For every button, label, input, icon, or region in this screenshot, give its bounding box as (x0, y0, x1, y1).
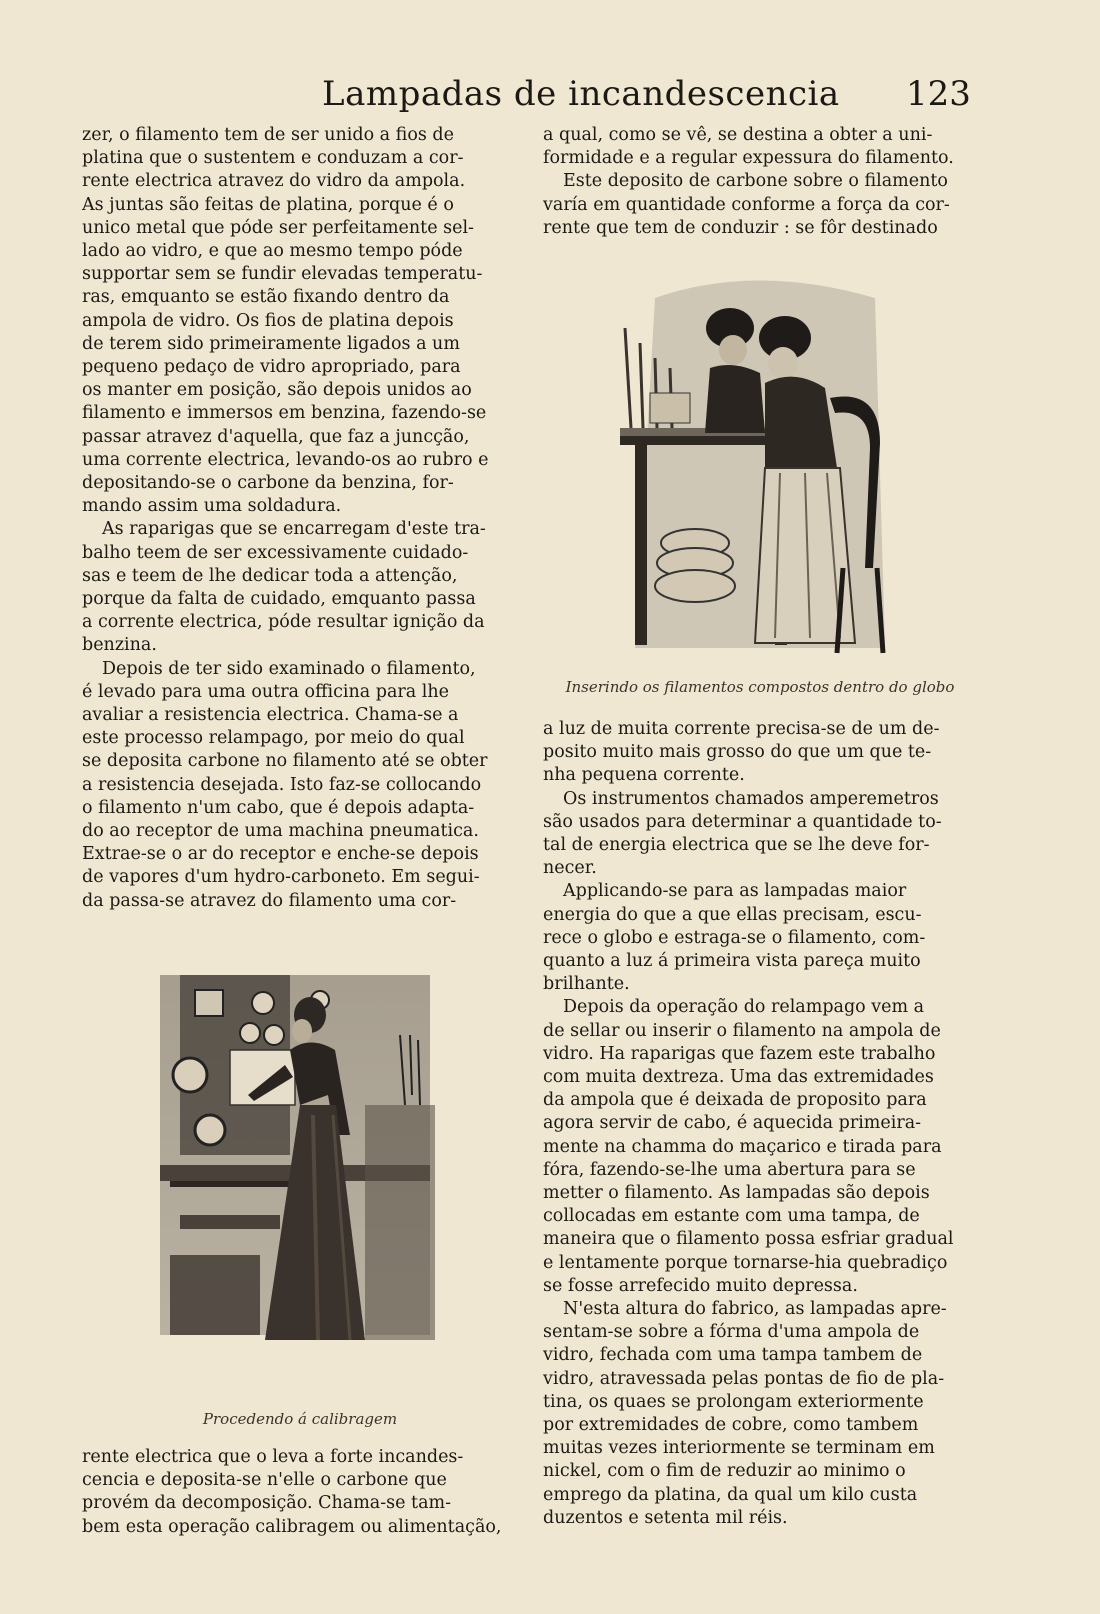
text-line: necer. (543, 858, 597, 879)
text-line: zer, o filamento tem de ser unido a fios de (82, 125, 454, 145)
text-line: rente electrica que o leva a forte incandes- (82, 1447, 464, 1467)
text-line: avaliar a resistencia electrica. Chama-se a (82, 705, 459, 725)
text-line: posito muito mais grosso do que um que te- (543, 742, 932, 763)
illustration-calibration-drawing (150, 955, 450, 1355)
illustration-inserting-filaments-drawing (615, 268, 900, 663)
text-line: varía em quantidade conforme a força da cor- (543, 194, 950, 215)
text-line: emprego da platina, da qual um kilo custa (543, 1484, 918, 1505)
text-line: os manter em posição, são depois unidos ao (82, 380, 472, 401)
text-line: ampola de vidro. Os fios de platina depois (82, 310, 454, 331)
text-line: Depois de ter sido examinado o filamento, (102, 658, 476, 679)
text-line: mando assim uma soldadura. (82, 496, 342, 517)
text-line: ras, emquanto se estão fixando dentro da (82, 287, 450, 308)
text-line: se fosse arrefecido muito depressa. (543, 1275, 858, 1296)
text-line: tal de energia electrica que se lhe deve for- (543, 835, 930, 855)
text-line: sentam-se sobre a fórma d'uma ampola de (543, 1322, 920, 1343)
text-line: rente que tem de conduzir : se fôr destinado (543, 217, 938, 238)
text-line: rece o globo e estraga-se o filamento, com- (543, 927, 926, 948)
text-line: por extremidades de cobre, como tambem (543, 1415, 919, 1435)
text-line: uma corrente electrica, levando-os ao rubro e (82, 449, 489, 470)
text-line: fóra, fazendo-se-lhe uma abertura para se (543, 1159, 916, 1180)
text-line: muitas vezes interiormente se terminam em (543, 1438, 935, 1459)
text-line: cencia e deposita-se n'elle o carbone que (82, 1470, 447, 1491)
illustration-inserting-filaments (615, 268, 900, 663)
text-line: sas e teem de lhe dedicar toda a attenção, (82, 565, 458, 586)
text-line: de sellar ou inserir o filamento na ampola de (543, 1020, 941, 1041)
text-line: a resistencia desejada. Isto faz-se collocando (82, 774, 482, 795)
text-line: do ao receptor de uma machina pneumatica. (82, 821, 479, 841)
text-line: unico metal que póde ser perfeitamente sel- (82, 217, 474, 238)
text-line: este processo relampago, por meio do qual (82, 728, 465, 749)
text-line: tina, os quaes se prolongam exteriormente (543, 1391, 924, 1412)
text-line: agora servir de cabo, é aquecida primeira- (543, 1113, 922, 1134)
text-line: nickel, com o fim de reduzir ao minimo o (543, 1461, 906, 1482)
text-line: supportar sem se fundir elevadas temperatu- (82, 264, 483, 285)
text-line: e lentamente porque tornarse-hia quebradiço (543, 1252, 948, 1273)
text-line: vidro. Ha raparigas que fazem este trabalho (543, 1043, 936, 1064)
text-line: a luz de muita corrente precisa-se de um de- (543, 719, 940, 739)
text-line: o filamento n'um cabo, que é depois adapta- (82, 797, 475, 818)
text-line: Extrae-se o ar do receptor e enche-se depois (82, 844, 479, 865)
text-line: a corrente electrica, póde resultar ignição da (82, 612, 485, 633)
text-line: quanto a luz á primeira vista pareça muito (543, 951, 921, 971)
text-line: lado ao vidro, e que ao mesmo tempo póde (82, 241, 463, 261)
left-column-text-bottom (82, 1446, 522, 1546)
text-line: a qual, como se vê, se destina a obter a uni- (543, 125, 933, 145)
text-line: depositando-se o carbone da benzina, for- (82, 473, 454, 493)
text-line: provém da decomposição. Chama-se tam- (82, 1493, 452, 1514)
right-column-text-top (543, 124, 983, 244)
text-line: N'esta altura do fabrico, as lampadas apre- (563, 1299, 947, 1319)
text-line: da passa-se atravez do filamento uma cor- (82, 890, 457, 911)
text-line: Depois da operação do relampago vem a (563, 997, 925, 1018)
right-figure-caption: Inserindo os filamentos compostos dentro do globo (565, 678, 955, 696)
text-line: vidro, fechada com uma tampa tambem de (543, 1345, 923, 1366)
text-line: balho teem de ser excessivamente cuidado- (82, 542, 469, 563)
right-column-text-bottom (543, 718, 983, 1538)
text-line: filamento e immersos em benzina, fazendo-se (82, 403, 487, 424)
text-line: Applicando-se para as lampadas maior (563, 881, 907, 902)
text-line: bem esta operação calibragem ou alimentação, (82, 1516, 502, 1537)
text-line: vidro, atravessada pelas pontas de fio de pla- (543, 1368, 945, 1389)
text-line: formidade e a regular expessura do filamento. (543, 148, 954, 169)
text-line: brilhante. (543, 974, 630, 995)
text-line: As juntas são feitas de platina, porque é o (82, 194, 454, 215)
text-line: platina que o sustentem e conduzam a cor- (82, 148, 464, 169)
text-line: collocadas em estante com uma tampa, de (543, 1206, 920, 1227)
text-line: Os instrumentos chamados amperemetros (563, 788, 939, 809)
text-line: pequeno pedaço de vidro apropriado, para (82, 357, 461, 377)
text-line: porque da falta de cuidado, emquanto passa (82, 589, 476, 609)
text-line: Este deposito de carbone sobre o filamento (563, 171, 948, 192)
text-line: energia do que a que ellas precisam, escu- (543, 904, 922, 925)
text-line: maneira que o filamento possa esfriar gradual (543, 1229, 954, 1250)
text-line: da ampola que é deixada de proposito para (543, 1090, 927, 1111)
text-line: mente na chamma do maçarico e tirada para (543, 1136, 942, 1157)
text-line: metter o filamento. As lampadas são depois (543, 1183, 930, 1203)
running-header-title: Lampadas de incandescencia (322, 74, 840, 114)
left-figure-caption: Procedendo á calibragem (202, 1410, 398, 1428)
page-number: 123 (906, 74, 971, 114)
text-line: é levado para uma outra officina para lhe (82, 681, 450, 702)
text-line: passar atravez d'aquella, que faz a juncção, (82, 426, 470, 447)
text-line: são usados para determinar a quantidade to- (543, 811, 942, 832)
illustration-calibration (150, 955, 450, 1355)
text-line: benzina. (82, 635, 157, 656)
text-line: rente electrica atravez do vidro da ampola. (82, 171, 466, 192)
text-line: de vapores d'um hydro-carboneto. Em segui- (82, 867, 480, 888)
text-line: duzentos e setenta mil réis. (543, 1507, 788, 1528)
text-line: com muita dextreza. Uma das extremidades (543, 1067, 934, 1087)
text-line: As raparigas que se encarregam d'este tra- (102, 519, 486, 540)
text-line: nha pequena corrente. (543, 765, 745, 786)
text-line: de terem sido primeiramente ligados a um (82, 333, 460, 354)
text-line: se deposita carbone no filamento até se obter (82, 751, 488, 772)
left-column-text-top (82, 124, 522, 914)
